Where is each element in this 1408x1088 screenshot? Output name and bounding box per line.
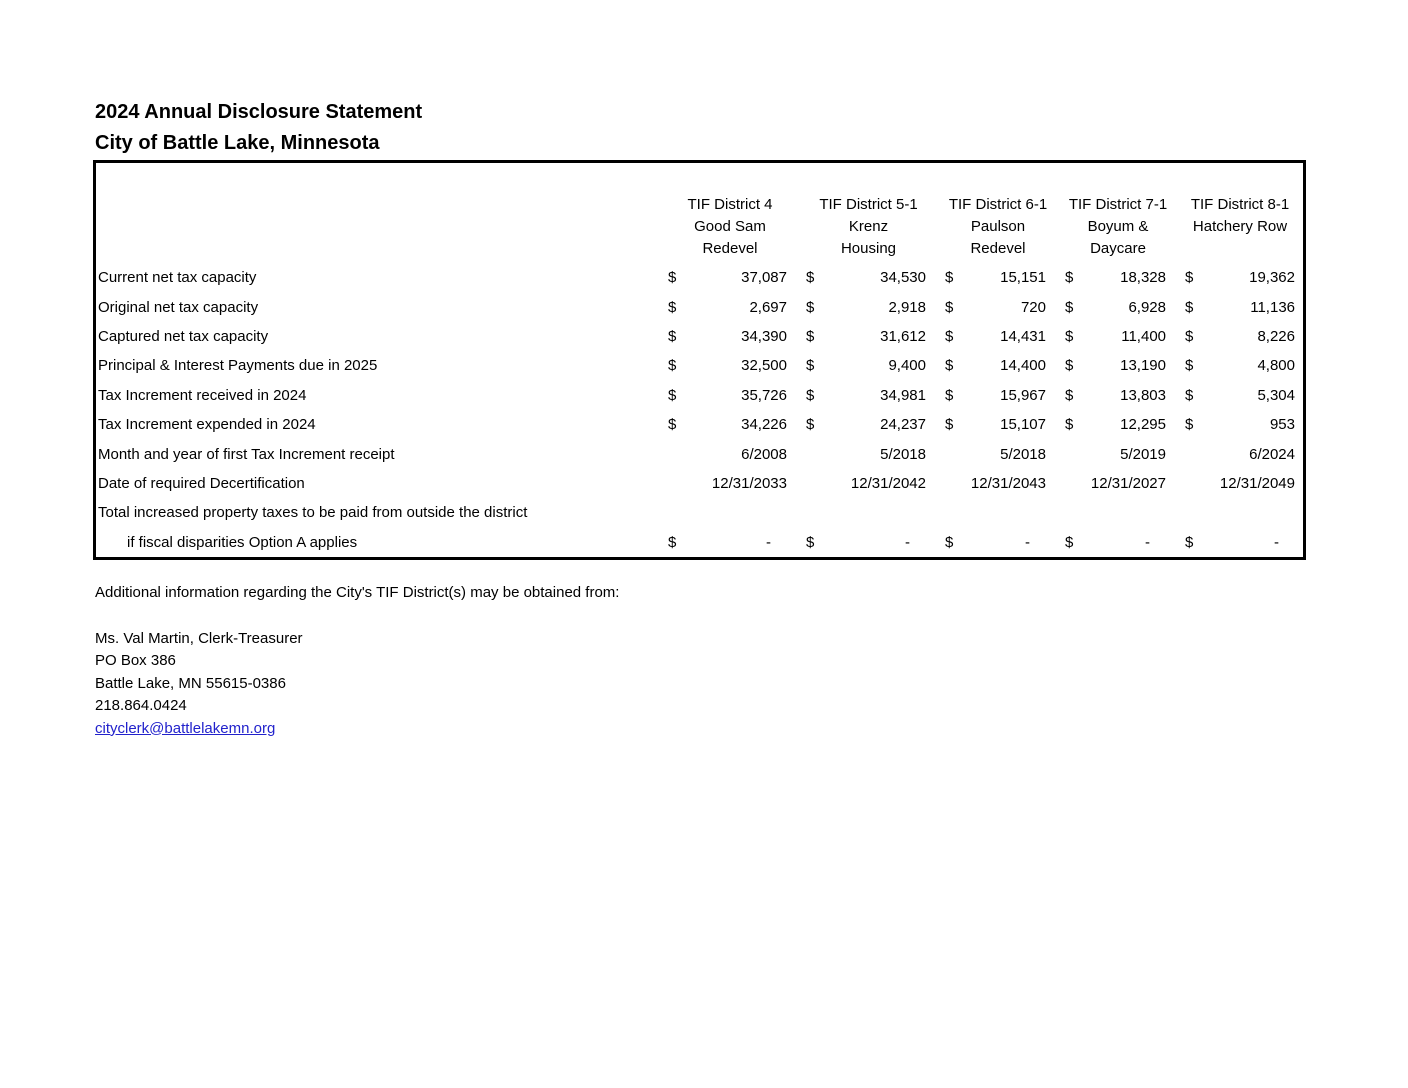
dollar-sign: $ — [806, 533, 815, 551]
cell-value: 34,530 — [880, 269, 926, 287]
dollar-sign: $ — [945, 416, 954, 434]
district-header-line: TIF District 6-1 — [948, 196, 1048, 213]
dollar-sign: $ — [806, 269, 815, 287]
date-cell — [938, 475, 1058, 492]
contact-block — [95, 628, 303, 740]
cell-value: 6,928 — [1128, 298, 1166, 316]
dollar-sign: $ — [1065, 327, 1074, 345]
table-header-row — [96, 163, 1303, 263]
dollar-sign: $ — [1065, 416, 1074, 434]
currency-cell — [799, 357, 938, 374]
dollar-sign: $ — [668, 416, 677, 434]
cell-value: 32,500 — [741, 357, 787, 375]
dollar-sign: $ — [1185, 386, 1194, 404]
title-line-2: City of Battle Lake, Minnesota — [95, 132, 380, 154]
currency-cell — [1178, 416, 1302, 433]
header-label-spacer — [96, 163, 661, 263]
cell-value: 34,981 — [880, 386, 926, 404]
date-cell — [1058, 475, 1178, 492]
cell-value: - — [905, 533, 910, 551]
district-header — [1058, 163, 1178, 263]
table-row — [96, 528, 1303, 557]
dollar-sign: $ — [668, 357, 677, 375]
cell-value: 720 — [1020, 298, 1046, 316]
cell-value: 37,087 — [741, 269, 787, 287]
cell-value: 14,400 — [1000, 357, 1046, 375]
currency-cell — [938, 269, 1058, 286]
cell-value: 31,612 — [880, 327, 926, 345]
currency-cell — [799, 269, 938, 286]
cell-value: 14,431 — [1000, 327, 1046, 345]
currency-cell — [799, 328, 938, 345]
cell-value: - — [766, 533, 771, 551]
row-label: Captured net tax capacity — [98, 327, 269, 345]
cell-value: 34,226 — [741, 416, 787, 434]
table-row — [96, 381, 1303, 410]
currency-cell — [661, 299, 799, 316]
cell-value: 15,107 — [1000, 416, 1046, 434]
district-header-line: Redevel — [702, 240, 758, 257]
dollar-sign: $ — [945, 533, 954, 551]
date-cell — [799, 475, 938, 492]
cell-value: 11,136 — [1250, 298, 1295, 316]
cell-value: 18,328 — [1120, 269, 1166, 287]
currency-cell — [1058, 387, 1178, 404]
dollar-sign: $ — [945, 357, 954, 375]
district-header-line: TIF District 7-1 — [1068, 196, 1168, 213]
table-row — [96, 322, 1303, 351]
cell-value: 12,295 — [1120, 416, 1166, 434]
currency-cell — [1178, 269, 1302, 286]
dollar-sign: $ — [1185, 298, 1194, 316]
email-link[interactable]: cityclerk@battlelakemn.org — [95, 719, 276, 737]
currency-cell — [1178, 299, 1302, 316]
dollar-sign: $ — [806, 416, 815, 434]
date-cell — [661, 446, 799, 463]
cell-value: 11,400 — [1121, 327, 1166, 345]
currency-cell — [661, 328, 799, 345]
document-title — [95, 97, 422, 159]
cell-value: 5,304 — [1257, 386, 1295, 404]
dollar-sign: $ — [1185, 357, 1194, 375]
currency-cell — [799, 299, 938, 316]
currency-cell — [1058, 416, 1178, 433]
row-label: Tax Increment received in 2024 — [98, 386, 307, 404]
dollar-sign: $ — [806, 357, 815, 375]
district-header-line: Krenz — [848, 218, 889, 235]
row-label: Current net tax capacity — [98, 269, 257, 287]
contact-line: PO Box 386 — [95, 652, 176, 670]
currency-cell — [1058, 534, 1178, 551]
dollar-sign: $ — [1185, 416, 1194, 434]
date-cell — [1178, 446, 1302, 463]
currency-cell — [661, 269, 799, 286]
currency-cell — [1058, 328, 1178, 345]
contact-lines — [95, 628, 303, 718]
cell-value: 2,697 — [749, 298, 787, 316]
row-label: Principal & Interest Payments due in 2025 — [98, 357, 378, 375]
cell-value: 12/31/2043 — [970, 474, 1046, 492]
dollar-sign: $ — [668, 386, 677, 404]
district-header — [1178, 163, 1302, 263]
currency-cell — [938, 416, 1058, 433]
cell-value: 5/2019 — [1120, 445, 1166, 463]
table-row — [96, 469, 1303, 498]
district-header-line: TIF District 4 — [687, 196, 773, 213]
cell-value: 12/31/2027 — [1090, 474, 1166, 492]
dollar-sign: $ — [945, 386, 954, 404]
dollar-sign: $ — [1065, 357, 1074, 375]
district-header-line: TIF District 5-1 — [819, 196, 918, 213]
currency-cell — [799, 534, 938, 551]
currency-cell — [938, 357, 1058, 374]
cell-value: 2,918 — [888, 298, 926, 316]
contact-line: 218.864.0424 — [95, 697, 187, 715]
cell-value: 9,400 — [888, 357, 926, 375]
district-header — [661, 163, 799, 263]
currency-cell — [799, 416, 938, 433]
cell-value: 6/2008 — [741, 445, 787, 463]
title-line-1: 2024 Annual Disclosure Statement — [95, 101, 423, 123]
dollar-sign: $ — [806, 386, 815, 404]
district-header — [938, 163, 1058, 263]
date-cell — [661, 475, 799, 492]
cell-value: 6/2024 — [1249, 445, 1295, 463]
table-row — [96, 498, 1303, 527]
cell-value: 15,967 — [1000, 386, 1046, 404]
dollar-sign: $ — [945, 298, 954, 316]
cell-value: 953 — [1269, 416, 1295, 434]
contact-line: Ms. Val Martin, Clerk-Treasurer — [95, 630, 303, 647]
cell-value: 4,800 — [1257, 357, 1295, 375]
currency-cell — [1058, 357, 1178, 374]
cell-value: 8,226 — [1257, 327, 1295, 345]
cell-value: 13,190 — [1120, 357, 1166, 375]
contact-line: Battle Lake, MN 55615-0386 — [95, 674, 286, 692]
cell-value: 35,726 — [741, 386, 787, 404]
currency-cell — [1058, 269, 1178, 286]
currency-cell — [938, 534, 1058, 551]
cell-value: 13,803 — [1120, 386, 1166, 404]
cell-value: 5/2018 — [880, 445, 926, 463]
dollar-sign: $ — [668, 269, 677, 287]
district-header-line: Hatchery Row — [1192, 218, 1288, 235]
cell-value: 12/31/2033 — [711, 474, 787, 492]
table-row — [96, 292, 1303, 321]
currency-cell — [1178, 357, 1302, 374]
table-body — [96, 263, 1303, 557]
currency-cell — [1058, 299, 1178, 316]
dollar-sign: $ — [668, 327, 677, 345]
cell-value: 5/2018 — [1000, 445, 1046, 463]
row-label: Month and year of first Tax Increment receipt — [98, 445, 395, 463]
date-cell — [1178, 475, 1302, 492]
currency-cell — [938, 299, 1058, 316]
cell-value: - — [1274, 533, 1279, 551]
currency-cell — [661, 357, 799, 374]
dollar-sign: $ — [1065, 269, 1074, 287]
currency-cell — [938, 387, 1058, 404]
table-row — [96, 410, 1303, 439]
dollar-sign: $ — [945, 269, 954, 287]
table-row — [96, 351, 1303, 380]
currency-cell — [1178, 387, 1302, 404]
tif-disclosure-table — [93, 160, 1306, 560]
cell-value: - — [1145, 533, 1150, 551]
dollar-sign: $ — [1065, 533, 1074, 551]
dollar-sign: $ — [806, 327, 815, 345]
additional-info-text: Additional information regarding the City's TIF District(s) may be obtained from: — [95, 584, 620, 601]
cell-value: 12/31/2049 — [1219, 474, 1295, 492]
row-label: Date of required Decertification — [98, 474, 305, 492]
table-row — [96, 439, 1303, 468]
date-cell — [1058, 446, 1178, 463]
district-header-line: TIF District 8-1 — [1190, 196, 1290, 213]
dollar-sign: $ — [1185, 269, 1194, 287]
cell-value: 24,237 — [880, 416, 926, 434]
district-header-line: Boyum & — [1087, 218, 1149, 235]
row-label: Original net tax capacity — [98, 298, 259, 316]
dollar-sign: $ — [668, 533, 677, 551]
table-row — [96, 263, 1303, 292]
date-cell — [799, 446, 938, 463]
district-header-line: Paulson — [970, 218, 1026, 235]
currency-cell — [799, 387, 938, 404]
currency-cell — [938, 328, 1058, 345]
district-header — [799, 163, 938, 263]
dollar-sign: $ — [1185, 533, 1194, 551]
dollar-sign: $ — [806, 298, 815, 316]
district-header-line: Daycare — [1090, 240, 1146, 257]
cell-value: 19,362 — [1249, 269, 1295, 287]
currency-cell — [661, 387, 799, 404]
currency-cell — [661, 416, 799, 433]
currency-cell — [1178, 534, 1302, 551]
currency-cell — [1178, 328, 1302, 345]
dollar-sign: $ — [1185, 327, 1194, 345]
date-cell — [938, 446, 1058, 463]
cell-value: 15,151 — [1000, 269, 1046, 287]
dollar-sign: $ — [945, 327, 954, 345]
row-label: Tax Increment expended in 2024 — [98, 416, 316, 434]
district-header-line: Good Sam — [694, 218, 766, 235]
cell-value: 34,390 — [741, 327, 787, 345]
row-label: if fiscal disparities Option A applies — [127, 533, 358, 551]
district-header-line: Redevel — [970, 240, 1026, 257]
dollar-sign: $ — [1065, 298, 1074, 316]
currency-cell — [661, 534, 799, 551]
cell-value: - — [1025, 533, 1030, 551]
dollar-sign: $ — [668, 298, 677, 316]
cell-value: 12/31/2042 — [850, 474, 926, 492]
row-label: Total increased property taxes to be paid from outside the district — [98, 504, 528, 522]
dollar-sign: $ — [1065, 386, 1074, 404]
district-header-line: Housing — [840, 240, 897, 257]
